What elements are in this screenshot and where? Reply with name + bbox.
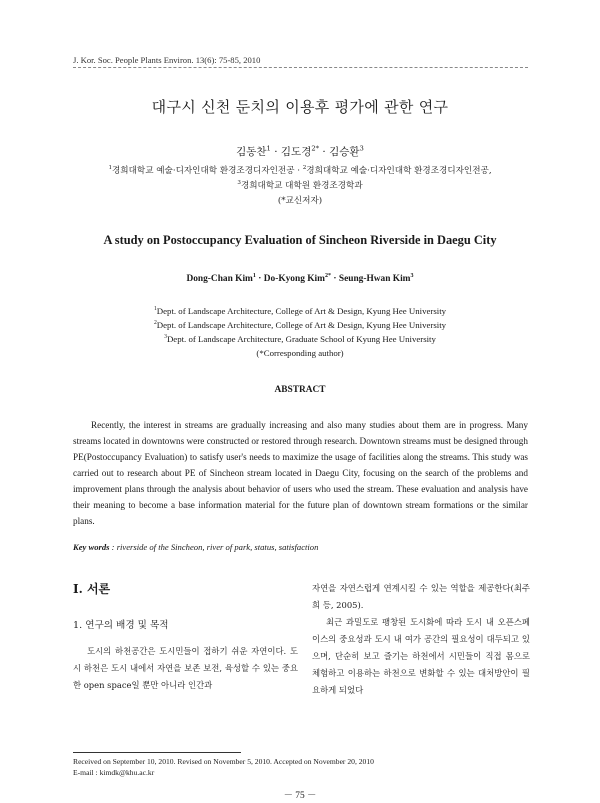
korean-title: 대구시 신천 둔치의 이용후 평가에 관한 연구 <box>151 98 449 116</box>
subsection-heading: 1. 연구의 배경 및 목적 <box>73 620 169 631</box>
body-paragraph: 최근 과밀도로 팽창된 도시화에 따라 도시 내 오픈스페이스의 중요성과 도시 내 여가 공간의 필요성이 대두되고 있으며, 단순히 보고 즐기는 하천에서 시민들이 직접 몸으로 체험하고 이용하는 하천으로 변화할 수 있는 대처방안이 필요하게 되었다 <box>312 617 530 695</box>
body-paragraph: 도시의 하천공간은 도시민들이 접하기 쉬운 자연이다. 도시 하천은 도시 내에서 자연을 보존 보전, 육성할 수 있는 중요한 open space일 뿐만 아니라 인간과 <box>73 646 298 690</box>
keywords <box>73 542 528 552</box>
body-paragraph: 자연을 자연스럽게 연계시킬 수 있는 역할을 제공한다(최주희 등, 2005). <box>312 583 530 610</box>
affiliation-sup: 2 <box>302 165 307 172</box>
affiliation-text: 경희대학교 대학원 환경조경학과 <box>240 181 363 191</box>
author-1-name: Dong-Chan Kim <box>186 274 253 284</box>
author-1-sup: 1 <box>266 144 271 153</box>
korean-authors <box>0 144 600 159</box>
english-affiliation-2 <box>60 318 540 332</box>
journal-reference: J. Kor. Soc. People Plants Environ. 13(6): 75-85, 2010 <box>73 55 261 65</box>
author-3-sup: 3 <box>410 272 414 279</box>
author-separator: · <box>270 146 281 158</box>
korean-affiliation-line-1 <box>40 164 560 179</box>
abstract-heading: ABSTRACT <box>274 385 326 395</box>
section-heading: Ⅰ. 서론 <box>73 582 111 596</box>
footnote-rule <box>73 752 241 753</box>
english-corresponding-note: (*Corresponding author) <box>256 348 344 358</box>
author-1-sup: 1 <box>252 272 256 279</box>
right-column <box>312 580 530 699</box>
contact-email: E-mail : kimdk@khu.ac.kr <box>73 768 155 777</box>
english-affiliation-1 <box>60 304 540 318</box>
author-3-name: 김승환 <box>329 146 360 158</box>
affiliation-text: Dept. of Landscape Architecture, Graduate School of Kyung Hee University <box>166 334 436 344</box>
affiliation-sup: 1 <box>108 165 112 172</box>
affiliation-text: 경희대학교 예술·디자인대학 환경조경디자인전공, <box>306 166 492 176</box>
affiliation-sup: 3 <box>164 334 167 341</box>
author-2-name: 김도경 <box>280 146 312 158</box>
english-title: A study on Postoccupancy Evaluation of Sincheon Riverside in Daegu City <box>103 233 497 247</box>
author-2-name: Do-Kyong Kim <box>263 274 325 284</box>
keywords-label: Key words <box>73 542 110 552</box>
english-affiliation-3 <box>60 332 540 346</box>
author-1-name: 김동찬 <box>236 146 267 158</box>
page-number: － 75 － <box>283 791 317 801</box>
affiliation-sup: 3 <box>237 180 241 187</box>
footnote <box>73 756 528 778</box>
affiliation-sup: 1 <box>153 306 157 313</box>
english-authors <box>0 274 600 284</box>
abstract-text: Recently, the interest in streams are gradually increasing and also many studies about them are in progress. Many streams located in downtowns were constructed or restored through research. Downtown streams must be designed through PE(Postoccupancy Evaluation) to satisfy user's needs to maximize the usage of facilities along the streams. This study was carried out to research about PE of Sincheon stream located in Daegu City, focusing on the search of the problems and improvement plans through the analysis about behavior of users who used the stream. These evaluation and analysis have their meaning to become a base information material for the future plan of downtown stream formations or the similar plans. <box>73 420 528 526</box>
author-2-sup: 2* <box>324 272 332 279</box>
received-dates: Received on September 10, 2010. Revised on November 5, 2010. Accepted on November 20, 2010 <box>73 757 374 766</box>
author-separator: · <box>319 146 330 158</box>
keywords-text: : riverside of the Sincheon, river of park, status, satisfaction <box>109 542 319 552</box>
author-3-name: Seung-Hwan Kim <box>338 274 411 284</box>
korean-affiliation-line-2 <box>40 179 560 194</box>
left-column <box>73 580 298 694</box>
affiliation-text: 경희대학교 예술·디자인대학 환경조경디자인전공 · <box>112 166 303 176</box>
affiliation-text: Dept. of Landscape Architecture, College of Art & Design, Kyung Hee University <box>156 320 447 330</box>
author-2-sup: 2* <box>311 144 320 153</box>
affiliation-text: Dept. of Landscape Architecture, College of Art & Design, Kyung Hee University <box>156 306 447 316</box>
author-separator: · <box>255 274 264 284</box>
affiliation-sup: 2 <box>153 320 157 327</box>
author-separator: · <box>331 274 339 284</box>
header-rule <box>73 67 528 68</box>
author-3-sup: 3 <box>359 144 364 153</box>
korean-corresponding-note: (*교신저자) <box>277 196 323 206</box>
